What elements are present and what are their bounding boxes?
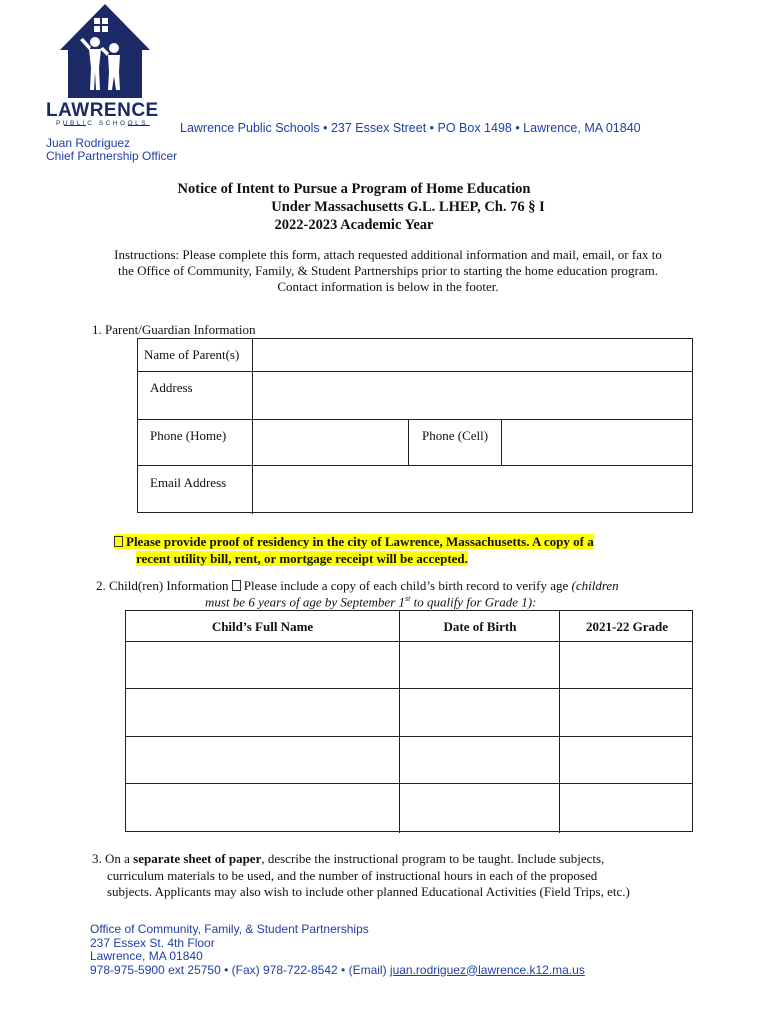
phone-home-label: Phone (Home) xyxy=(150,428,227,443)
phone-cell-label: Phone (Cell) xyxy=(422,428,489,443)
table-row[interactable] xyxy=(126,689,692,736)
document-subtitle: Under Massachusetts G.L. LHEP, Ch. 76 § I xyxy=(271,199,545,215)
children-table xyxy=(125,610,693,832)
phone-cell-field[interactable] xyxy=(502,420,692,465)
footer-city: Lawrence, MA 01840 xyxy=(90,949,203,963)
email-link[interactable]: juan.rodriguez@lawrence.k12.ma.us xyxy=(389,962,585,977)
table-row[interactable] xyxy=(126,737,692,783)
academic-year: 2022-2023 Academic Year xyxy=(274,217,434,233)
section2-title: 2. Child(ren) Information Please include a copy of each child’s birth record to verify age (children xyxy=(96,578,619,593)
section3-text: 3. On a separate sheet of paper, describe the instructional program to be taught. Include subjects, curriculum materials to be used, and the number of instructional hours in each of the proposed subjects. Applicants may also wish to include other planned Educational Activities (Field Trips, etc.) xyxy=(92,851,630,899)
officer-name: Juan Rodriguez xyxy=(46,136,131,150)
document-title: Notice of Intent to Pursue a Program of Home Education xyxy=(177,181,531,197)
footer-office: Office of Community, Family, & Student Partnerships xyxy=(90,922,369,936)
officer-title: Chief Partnership Officer xyxy=(46,149,178,163)
logo-wordmark: LAWRENCE xyxy=(46,100,159,121)
phone-home-field[interactable] xyxy=(253,420,408,465)
address-label: Address xyxy=(150,380,193,395)
logo-subtitle: PUBLIC SCHOOLS xyxy=(55,120,149,127)
email-field[interactable] xyxy=(253,466,693,513)
parent-info-table xyxy=(137,338,693,513)
section2-age-note: must be 6 years of age by September 1st to qualify for Grade 1): xyxy=(205,594,537,610)
footer-street: 237 Essex St. 4th Floor xyxy=(90,935,215,950)
parent-name-label: Name of Parent(s) xyxy=(144,347,240,362)
col-child-name: Child’s Full Name xyxy=(211,619,314,634)
table-row[interactable] xyxy=(126,642,692,688)
checkbox-icon xyxy=(232,580,241,591)
table-row[interactable] xyxy=(126,784,692,831)
footer-contact xyxy=(90,923,585,977)
col-grade: 2021-22 Grade xyxy=(586,619,668,634)
footer-phones: 978-975-5900 ext 25750 • (Fax) 978-722-8542 • (Email) juan.rodriguez@lawrence.k12.ma.us xyxy=(90,962,585,977)
residency-notice: Please provide proof of residency in the city of Lawrence, Massachusetts. A copy of a recent utility bill, rent, or mortgage receipt will be accepted. xyxy=(114,533,654,567)
checkbox-icon xyxy=(114,536,123,547)
email-label: Email Address xyxy=(150,475,227,490)
col-date-of-birth: Date of Birth xyxy=(443,619,517,634)
header-address: Lawrence Public Schools • 237 Essex Street • PO Box 1498 • Lawrence, MA 01840 xyxy=(180,121,641,135)
section1-title: 1. Parent/Guardian Information xyxy=(92,322,256,337)
instructions: Instructions: Please complete this form, attach requested additional information and mail, email, or fax to the Office of Community, Family, & Student Partnerships prior to starting the home education program. Contact information is below in the footer. xyxy=(114,247,662,294)
address-field[interactable] xyxy=(253,372,693,419)
parent-name-field[interactable] xyxy=(253,339,693,371)
